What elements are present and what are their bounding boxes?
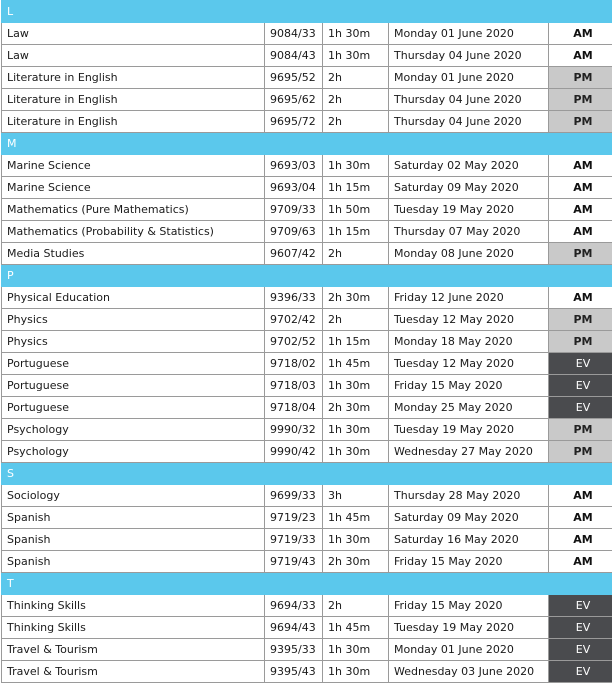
subject-cell: Spanish — [2, 507, 265, 529]
exam-date-cell: Monday 01 June 2020 — [389, 639, 549, 661]
subject-cell: Portuguese — [2, 353, 265, 375]
session-cell: AM — [549, 199, 612, 221]
section-header — [2, 133, 612, 155]
session-cell: AM — [549, 45, 612, 67]
duration-cell: 2h — [323, 111, 389, 133]
section-letter: M — [2, 133, 612, 155]
table-row — [2, 67, 612, 89]
duration-cell: 2h — [323, 309, 389, 331]
subject-cell: Spanish — [2, 529, 265, 551]
timetable-body — [2, 1, 612, 683]
table-row — [2, 199, 612, 221]
syllabus-code-cell: 9396/33 — [265, 287, 323, 309]
duration-cell: 2h — [323, 595, 389, 617]
table-row — [2, 507, 612, 529]
duration-cell: 1h 30m — [323, 529, 389, 551]
table-row — [2, 529, 612, 551]
subject-cell: Physics — [2, 331, 265, 353]
duration-cell: 1h 45m — [323, 507, 389, 529]
table-row — [2, 485, 612, 507]
syllabus-code-cell: 9718/03 — [265, 375, 323, 397]
duration-cell: 1h 30m — [323, 155, 389, 177]
section-header — [2, 573, 612, 595]
syllabus-code-cell: 9395/33 — [265, 639, 323, 661]
duration-cell: 2h 30m — [323, 397, 389, 419]
duration-cell: 1h 30m — [323, 441, 389, 463]
syllabus-code-cell: 9695/72 — [265, 111, 323, 133]
syllabus-code-cell: 9084/33 — [265, 23, 323, 45]
exam-date-cell: Tuesday 12 May 2020 — [389, 309, 549, 331]
table-row — [2, 397, 612, 419]
session-cell: EV — [549, 639, 612, 661]
subject-cell: Portuguese — [2, 375, 265, 397]
syllabus-code-cell: 9084/43 — [265, 45, 323, 67]
subject-cell: Literature in English — [2, 67, 265, 89]
subject-cell: Thinking Skills — [2, 617, 265, 639]
section-header — [2, 463, 612, 485]
syllabus-code-cell: 9719/43 — [265, 551, 323, 573]
exam-date-cell: Saturday 09 May 2020 — [389, 507, 549, 529]
session-cell: AM — [549, 155, 612, 177]
table-row — [2, 287, 612, 309]
duration-cell: 1h 15m — [323, 221, 389, 243]
syllabus-code-cell: 9693/04 — [265, 177, 323, 199]
syllabus-code-cell: 9719/23 — [265, 507, 323, 529]
session-cell: EV — [549, 595, 612, 617]
table-row — [2, 551, 612, 573]
duration-cell: 1h 45m — [323, 617, 389, 639]
session-cell: AM — [549, 287, 612, 309]
exam-date-cell: Thursday 07 May 2020 — [389, 221, 549, 243]
exam-date-cell: Friday 15 May 2020 — [389, 375, 549, 397]
session-cell: EV — [549, 375, 612, 397]
exam-date-cell: Monday 25 May 2020 — [389, 397, 549, 419]
exam-date-cell: Friday 15 May 2020 — [389, 595, 549, 617]
exam-date-cell: Saturday 16 May 2020 — [389, 529, 549, 551]
session-cell: EV — [549, 397, 612, 419]
subject-cell: Media Studies — [2, 243, 265, 265]
exam-date-cell: Tuesday 19 May 2020 — [389, 617, 549, 639]
table-row — [2, 419, 612, 441]
exam-date-cell: Tuesday 12 May 2020 — [389, 353, 549, 375]
duration-cell: 2h 30m — [323, 287, 389, 309]
syllabus-code-cell: 9990/42 — [265, 441, 323, 463]
subject-cell: Spanish — [2, 551, 265, 573]
duration-cell: 2h — [323, 67, 389, 89]
table-row — [2, 23, 612, 45]
syllabus-code-cell: 9607/42 — [265, 243, 323, 265]
session-cell: PM — [549, 441, 612, 463]
syllabus-code-cell: 9699/33 — [265, 485, 323, 507]
exam-date-cell: Thursday 28 May 2020 — [389, 485, 549, 507]
exam-date-cell: Tuesday 19 May 2020 — [389, 419, 549, 441]
subject-cell: Mathematics (Probability & Statistics) — [2, 221, 265, 243]
section-letter: P — [2, 265, 612, 287]
exam-date-cell: Thursday 04 June 2020 — [389, 89, 549, 111]
subject-cell: Literature in English — [2, 111, 265, 133]
session-cell: EV — [549, 661, 612, 683]
subject-cell: Portuguese — [2, 397, 265, 419]
duration-cell: 3h — [323, 485, 389, 507]
exam-date-cell: Thursday 04 June 2020 — [389, 111, 549, 133]
exam-date-cell: Monday 01 June 2020 — [389, 23, 549, 45]
subject-cell: Psychology — [2, 441, 265, 463]
syllabus-code-cell: 9694/33 — [265, 595, 323, 617]
session-cell: AM — [549, 507, 612, 529]
syllabus-code-cell: 9695/62 — [265, 89, 323, 111]
subject-cell: Physics — [2, 309, 265, 331]
section-letter: T — [2, 573, 612, 595]
session-cell: AM — [549, 529, 612, 551]
table-row — [2, 331, 612, 353]
syllabus-code-cell: 9693/03 — [265, 155, 323, 177]
subject-cell: Travel & Tourism — [2, 639, 265, 661]
exam-date-cell: Monday 18 May 2020 — [389, 331, 549, 353]
table-row — [2, 375, 612, 397]
exam-date-cell: Monday 01 June 2020 — [389, 67, 549, 89]
table-row — [2, 111, 612, 133]
table-row — [2, 243, 612, 265]
subject-cell: Mathematics (Pure Mathematics) — [2, 199, 265, 221]
table-row — [2, 441, 612, 463]
subject-cell: Travel & Tourism — [2, 661, 265, 683]
session-cell: AM — [549, 485, 612, 507]
syllabus-code-cell: 9695/52 — [265, 67, 323, 89]
section-header — [2, 265, 612, 287]
duration-cell: 2h — [323, 243, 389, 265]
table-row — [2, 617, 612, 639]
table-row — [2, 353, 612, 375]
session-cell: PM — [549, 243, 612, 265]
syllabus-code-cell: 9694/43 — [265, 617, 323, 639]
subject-cell: Law — [2, 45, 265, 67]
syllabus-code-cell: 9718/02 — [265, 353, 323, 375]
subject-cell: Marine Science — [2, 177, 265, 199]
table-row — [2, 639, 612, 661]
duration-cell: 2h 30m — [323, 551, 389, 573]
syllabus-code-cell: 9718/04 — [265, 397, 323, 419]
table-row — [2, 309, 612, 331]
table-row — [2, 89, 612, 111]
syllabus-code-cell: 9990/32 — [265, 419, 323, 441]
subject-cell: Thinking Skills — [2, 595, 265, 617]
duration-cell: 1h 30m — [323, 419, 389, 441]
session-cell: EV — [549, 353, 612, 375]
duration-cell: 1h 15m — [323, 177, 389, 199]
exam-date-cell: Thursday 04 June 2020 — [389, 45, 549, 67]
section-letter: S — [2, 463, 612, 485]
subject-cell: Marine Science — [2, 155, 265, 177]
duration-cell: 1h 15m — [323, 331, 389, 353]
session-cell: PM — [549, 111, 612, 133]
exam-date-cell: Friday 12 June 2020 — [389, 287, 549, 309]
syllabus-code-cell: 9702/42 — [265, 309, 323, 331]
session-cell: PM — [549, 67, 612, 89]
subject-cell: Law — [2, 23, 265, 45]
duration-cell: 1h 30m — [323, 661, 389, 683]
syllabus-code-cell: 9395/43 — [265, 661, 323, 683]
exam-date-cell: Wednesday 03 June 2020 — [389, 661, 549, 683]
syllabus-code-cell: 9719/33 — [265, 529, 323, 551]
syllabus-code-cell: 9702/52 — [265, 331, 323, 353]
table-row — [2, 595, 612, 617]
subject-cell: Psychology — [2, 419, 265, 441]
session-cell: PM — [549, 89, 612, 111]
duration-cell: 1h 50m — [323, 199, 389, 221]
subject-cell: Sociology — [2, 485, 265, 507]
session-cell: AM — [549, 23, 612, 45]
subject-cell: Literature in English — [2, 89, 265, 111]
exam-date-cell: Saturday 09 May 2020 — [389, 177, 549, 199]
exam-date-cell: Wednesday 27 May 2020 — [389, 441, 549, 463]
table-row — [2, 177, 612, 199]
duration-cell: 2h — [323, 89, 389, 111]
syllabus-code-cell: 9709/63 — [265, 221, 323, 243]
table-row — [2, 661, 612, 683]
exam-timetable — [1, 0, 612, 683]
session-cell: PM — [549, 419, 612, 441]
session-cell: AM — [549, 551, 612, 573]
exam-date-cell: Friday 15 May 2020 — [389, 551, 549, 573]
session-cell: AM — [549, 221, 612, 243]
session-cell: PM — [549, 331, 612, 353]
section-header — [2, 1, 612, 23]
subject-cell: Physical Education — [2, 287, 265, 309]
table-row — [2, 45, 612, 67]
session-cell: EV — [549, 617, 612, 639]
duration-cell: 1h 30m — [323, 375, 389, 397]
table-row — [2, 221, 612, 243]
session-cell: PM — [549, 309, 612, 331]
table-row — [2, 155, 612, 177]
duration-cell: 1h 30m — [323, 45, 389, 67]
section-letter: L — [2, 1, 612, 23]
session-cell: AM — [549, 177, 612, 199]
duration-cell: 1h 30m — [323, 639, 389, 661]
exam-date-cell: Saturday 02 May 2020 — [389, 155, 549, 177]
duration-cell: 1h 45m — [323, 353, 389, 375]
syllabus-code-cell: 9709/33 — [265, 199, 323, 221]
exam-date-cell: Monday 08 June 2020 — [389, 243, 549, 265]
duration-cell: 1h 30m — [323, 23, 389, 45]
exam-date-cell: Tuesday 19 May 2020 — [389, 199, 549, 221]
